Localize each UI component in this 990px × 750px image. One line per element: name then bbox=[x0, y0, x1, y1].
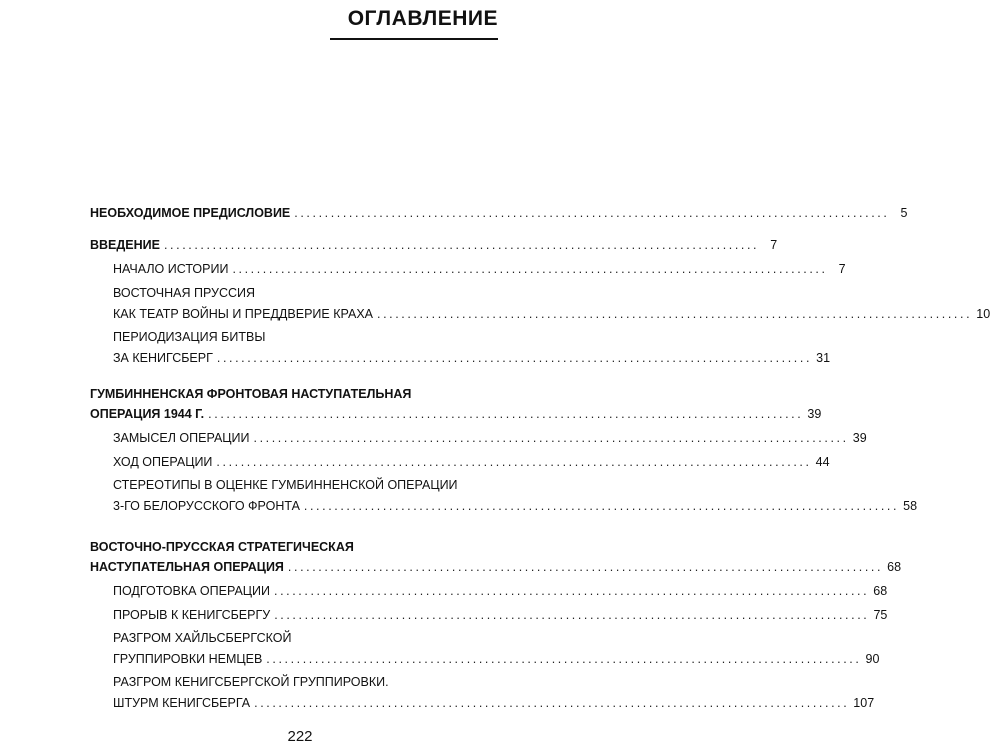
toc-entry-title: РАЗГРОМ ХАЙЛЬСБЕРГСКОЙ bbox=[113, 631, 292, 645]
toc-entry-page: 5 bbox=[900, 206, 908, 220]
toc-entry-east-prussian[interactable] bbox=[90, 558, 902, 576]
leader-dots: .................................................................................................. bbox=[274, 608, 870, 622]
toc-entry-preface[interactable] bbox=[90, 204, 908, 222]
toc-entry-page: 31 bbox=[816, 351, 831, 365]
toc-entry-page: 7 bbox=[838, 262, 846, 276]
toc-entry-page: 68 bbox=[887, 560, 902, 574]
toc-entry-gumbinnen-2[interactable] bbox=[113, 453, 830, 471]
toc-entry-title: НАСТУПАТЕЛЬНАЯ ОПЕРАЦИЯ bbox=[90, 560, 284, 574]
toc-entry-title: ШТУРМ КЕНИГСБЕРГА bbox=[113, 696, 251, 710]
toc-entry-title: ВВЕДЕНИЕ bbox=[90, 238, 160, 252]
toc-entry-gumbinnen[interactable] bbox=[90, 405, 822, 423]
toc-entry-title: ГРУППИРОВКИ НЕМЦЕВ bbox=[113, 652, 263, 666]
toc-entry-intro-2-line1[interactable] bbox=[113, 284, 495, 302]
toc-entry-title: 3-ГО БЕЛОРУССКОГО ФРОНТА bbox=[113, 499, 300, 513]
toc-entry-page: 39 bbox=[807, 407, 822, 421]
toc-entry-title: ГУМБИННЕНСКАЯ ФРОНТОВАЯ НАСТУПАТЕЛЬНАЯ bbox=[90, 387, 412, 401]
leader-dots: .................................................................................................. bbox=[163, 238, 760, 252]
leader-dots: .................................................................................................. bbox=[274, 584, 870, 598]
page-header bbox=[330, 6, 498, 40]
leader-dots: .................................................................................................. bbox=[254, 696, 850, 710]
toc-entry-gumbinnen-line1[interactable] bbox=[90, 385, 495, 403]
toc-entry-page: 107 bbox=[853, 696, 875, 710]
toc-entry-intro-1[interactable] bbox=[113, 260, 846, 278]
leader-dots: .................................................................................................. bbox=[216, 455, 812, 469]
toc-entry-title: РАЗГРОМ КЕНИГСБЕРГСКОЙ ГРУППИРОВКИ. bbox=[113, 675, 389, 689]
leader-dots: .................................................................................................. bbox=[208, 407, 804, 421]
toc-entry-page: 10 bbox=[976, 307, 990, 321]
toc-entry-page: 90 bbox=[865, 652, 880, 666]
toc-entry-east-prussian-4[interactable] bbox=[113, 694, 875, 712]
page-title: ОГЛАВЛЕНИЕ bbox=[347, 7, 498, 30]
toc-entry-title: НЕОБХОДИМОЕ ПРЕДИСЛОВИЕ bbox=[90, 206, 291, 220]
toc-entry-title: СТЕРЕОТИПЫ В ОЦЕНКЕ ГУМБИННЕНСКОЙ ОПЕРАЦИИ bbox=[113, 478, 458, 492]
toc-entry-intro[interactable] bbox=[90, 236, 778, 254]
toc-entry-east-prussian-3-line1[interactable] bbox=[113, 629, 495, 647]
toc-entry-title: ЗАМЫСЕЛ ОПЕРАЦИИ bbox=[113, 431, 250, 445]
toc-entry-gumbinnen-3-line1[interactable] bbox=[113, 476, 495, 494]
page-number: 222 bbox=[287, 728, 313, 745]
toc-entry-page: 58 bbox=[903, 499, 918, 513]
toc-entry-title: ПОДГОТОВКА ОПЕРАЦИИ bbox=[113, 584, 271, 598]
toc-entry-east-prussian-line1[interactable] bbox=[90, 538, 495, 556]
leader-dots: .................................................................................................. bbox=[216, 351, 813, 365]
toc-entry-east-prussian-2[interactable] bbox=[113, 606, 888, 624]
toc-entry-page: 68 bbox=[873, 584, 888, 598]
toc-entry-title: КАК ТЕАТР ВОЙНЫ И ПРЕДДВЕРИЕ КРАХА bbox=[113, 307, 373, 321]
leader-dots: .................................................................................................. bbox=[232, 262, 828, 276]
toc-entry-east-prussian-1[interactable] bbox=[113, 582, 888, 600]
toc-entry-page: 44 bbox=[815, 455, 830, 469]
toc-entry-title: ВОСТОЧНО-ПРУССКАЯ СТРАТЕГИЧЕСКАЯ bbox=[90, 540, 354, 554]
toc-entry-title: ПРОРЫВ К КЕНИГСБЕРГУ bbox=[113, 608, 271, 622]
toc-entry-title: ОПЕРАЦИЯ 1944 Г. bbox=[90, 407, 205, 421]
toc-entry-intro-2[interactable] bbox=[113, 305, 990, 323]
leader-dots: .................................................................................................. bbox=[287, 560, 884, 574]
toc-entry-intro-3[interactable] bbox=[113, 349, 831, 367]
toc-entry-title: ВОСТОЧНАЯ ПРУССИЯ bbox=[113, 286, 256, 300]
leader-dots: .................................................................................................. bbox=[377, 307, 973, 321]
toc-entry-gumbinnen-3[interactable] bbox=[113, 497, 918, 515]
toc-entry-title: НАЧАЛО ИСТОРИИ bbox=[113, 262, 229, 276]
leader-dots: .................................................................................................. bbox=[253, 431, 849, 445]
toc-entry-intro-3-line1[interactable] bbox=[113, 328, 495, 346]
leader-dots: .................................................................................................. bbox=[303, 499, 900, 513]
toc-entry-title: ПЕРИОДИЗАЦИЯ БИТВЫ bbox=[113, 330, 266, 344]
toc-entry-page: 7 bbox=[770, 238, 778, 252]
toc-entry-gumbinnen-1[interactable] bbox=[113, 429, 867, 447]
leader-dots: .................................................................................................. bbox=[294, 206, 890, 220]
toc-entry-title: ХОД ОПЕРАЦИИ bbox=[113, 455, 213, 469]
toc-entry-east-prussian-3[interactable] bbox=[113, 650, 880, 668]
toc-entry-title: ЗА КЕНИГСБЕРГ bbox=[113, 351, 213, 365]
leader-dots: .................................................................................................. bbox=[266, 652, 862, 666]
toc-entry-page: 75 bbox=[873, 608, 888, 622]
toc-entry-page: 39 bbox=[852, 431, 867, 445]
toc-entry-east-prussian-4-line1[interactable] bbox=[113, 673, 495, 691]
